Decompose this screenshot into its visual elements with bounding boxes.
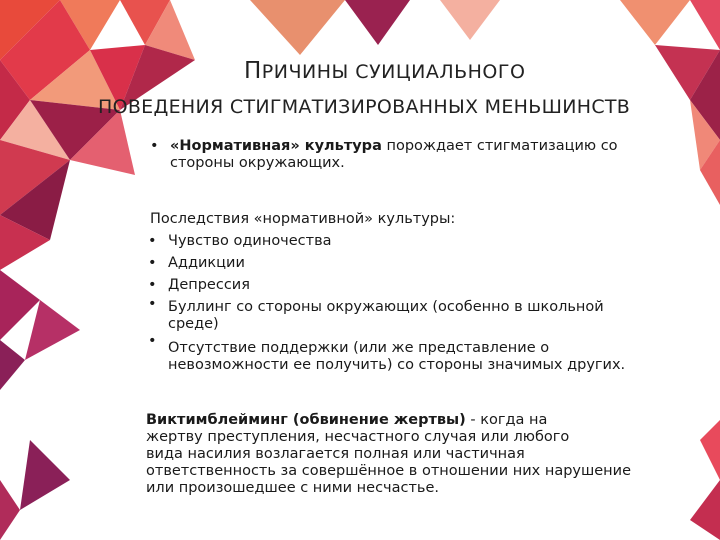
- intro-line-1: [170, 138, 618, 155]
- intro-bold: «Нормативная» культура: [170, 138, 382, 154]
- consequences-section: [146, 208, 625, 374]
- title-initial-cap: П: [244, 58, 262, 84]
- victim-rest: - когда на: [465, 412, 548, 428]
- victim-line: вида насилия возлагается полная или частичная: [146, 446, 525, 462]
- list-item: • Чувство одиночества: [146, 230, 625, 252]
- list-item: [146, 296, 625, 333]
- victim-line-1: [146, 412, 631, 429]
- victim-blaming-section: [146, 412, 631, 497]
- list-item: • Аддикции: [146, 252, 625, 274]
- slide-title-line-2: ПОВЕДЕНИЯ СТИГМАТИЗИРОВАННЫХ МЕНЬШИНСТВ: [98, 96, 631, 118]
- list-item-line-1: • Отсутствие поддержки (или же представление о: [168, 340, 550, 356]
- victim-line: или произошедшее с ними несчастье.: [146, 480, 439, 496]
- consequences-heading: Последствия «нормативной» культуры:: [150, 211, 456, 227]
- victim-line: жертву преступления, несчастного случая или любого: [146, 429, 570, 445]
- title-rest: РИЧИНЫ СУИЦИАЛЬНОГО: [261, 61, 526, 83]
- slide-title-line-1: [244, 58, 525, 84]
- list-item-line-2: среде): [168, 316, 219, 332]
- intro-rest: порождает стигматизацию со: [381, 138, 618, 154]
- intro-section: [148, 138, 618, 172]
- list-item: [146, 333, 625, 374]
- list-item-line-1: • Буллинг со стороны окружающих (особенно в школьной: [168, 299, 604, 315]
- intro-bullet: [148, 138, 618, 172]
- intro-line-2: стороны окружающих.: [170, 155, 345, 171]
- list-item-line-2: невозможности ее получить) со стороны значимых других.: [168, 357, 626, 373]
- list-item: • Депрессия: [146, 274, 625, 296]
- victim-term: Виктимблейминг (обвинение жертвы): [146, 412, 466, 428]
- victim-line: ответственность за совершённое в отношении них нарушение: [146, 463, 631, 479]
